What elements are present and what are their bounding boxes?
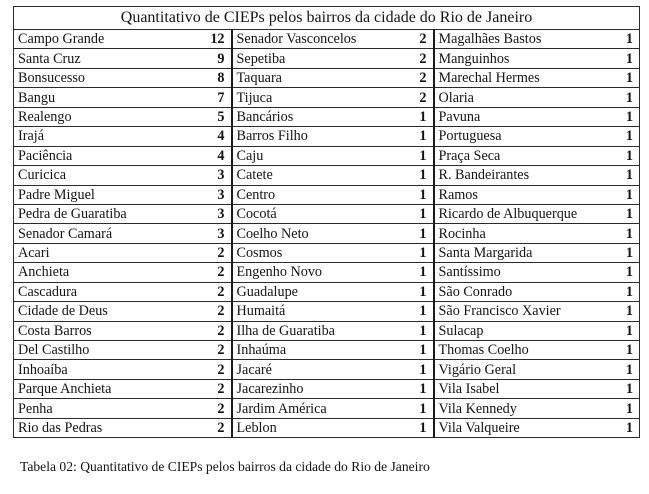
table-row (14, 224, 640, 243)
neighborhood-name: Cascadura (14, 282, 186, 301)
neighborhood-name: Bonsucesso (14, 68, 186, 87)
neighborhood-name: Irajá (14, 127, 186, 146)
ciep-count: 8 (186, 68, 232, 87)
neighborhood-name: Engenho Novo (232, 263, 408, 282)
neighborhood-name: Taquara (232, 68, 408, 87)
ciep-count: 2 (186, 302, 232, 321)
neighborhood-name: Padre Miguel (14, 185, 186, 204)
table-row (14, 166, 640, 185)
ciep-count: 1 (612, 204, 640, 223)
ciep-count: 2 (186, 243, 232, 262)
neighborhood-name: Ramos (434, 185, 612, 204)
ciep-count: 1 (612, 341, 640, 360)
table-row (14, 127, 640, 146)
ciep-count: 1 (612, 399, 640, 418)
neighborhood-name: Acari (14, 243, 186, 262)
ciep-count: 1 (612, 263, 640, 282)
neighborhood-name: Ricardo de Albuquerque (434, 204, 612, 223)
neighborhood-name: Manguinhos (434, 49, 612, 68)
neighborhood-name: Vila Isabel (434, 379, 612, 398)
neighborhood-name: Caju (232, 146, 408, 165)
ciep-count: 1 (408, 243, 434, 262)
neighborhood-name: Santíssimo (434, 263, 612, 282)
ciep-table (13, 6, 640, 438)
ciep-count: 2 (186, 263, 232, 282)
neighborhood-name: Vila Valqueire (434, 418, 612, 437)
table-row (14, 146, 640, 165)
ciep-count: 1 (408, 166, 434, 185)
ciep-count: 3 (186, 185, 232, 204)
neighborhood-name: Vigário Geral (434, 360, 612, 379)
ciep-count: 1 (612, 379, 640, 398)
neighborhood-name: Bangu (14, 88, 186, 107)
neighborhood-name: Pedra de Guaratiba (14, 204, 186, 223)
ciep-count: 1 (408, 185, 434, 204)
table-row (14, 107, 640, 126)
table-row (14, 204, 640, 223)
table-row (14, 360, 640, 379)
neighborhood-name: Costa Barros (14, 321, 186, 340)
neighborhood-name: R. Bandeirantes (434, 166, 612, 185)
neighborhood-name: Humaitá (232, 302, 408, 321)
ciep-count: 2 (186, 360, 232, 379)
ciep-count: 1 (612, 127, 640, 146)
ciep-count: 1 (612, 243, 640, 262)
ciep-count: 1 (612, 146, 640, 165)
neighborhood-name: Centro (232, 185, 408, 204)
table-row (14, 399, 640, 418)
ciep-count: 1 (612, 282, 640, 301)
ciep-count: 1 (408, 127, 434, 146)
neighborhood-name: Praça Seca (434, 146, 612, 165)
table-caption: Tabela 02: Quantitativo de CIEPs pelos bairros da cidade do Rio de Janeiro (20, 459, 430, 474)
ciep-count: 1 (612, 166, 640, 185)
neighborhood-name: Vila Kennedy (434, 399, 612, 418)
neighborhood-name: Inhaúma (232, 341, 408, 360)
ciep-count: 4 (186, 146, 232, 165)
neighborhood-name: Anchieta (14, 263, 186, 282)
ciep-count: 2 (186, 282, 232, 301)
neighborhood-name: Santa Margarida (434, 243, 612, 262)
table-row (14, 185, 640, 204)
table-row (14, 341, 640, 360)
neighborhood-name: Portuguesa (434, 127, 612, 146)
neighborhood-name: Del Castilho (14, 341, 186, 360)
ciep-count: 2 (408, 49, 434, 68)
table-row (14, 321, 640, 340)
neighborhood-name: Parque Anchieta (14, 379, 186, 398)
neighborhood-name: Rocinha (434, 224, 612, 243)
neighborhood-name: Pavuna (434, 107, 612, 126)
ciep-count: 1 (612, 302, 640, 321)
neighborhood-name: Thomas Coelho (434, 341, 612, 360)
ciep-count: 1 (612, 321, 640, 340)
ciep-count: 2 (408, 30, 434, 49)
neighborhood-name: Cosmos (232, 243, 408, 262)
neighborhood-name: Realengo (14, 107, 186, 126)
ciep-count: 1 (612, 49, 640, 68)
ciep-count: 1 (408, 418, 434, 437)
ciep-count: 2 (186, 341, 232, 360)
ciep-count: 3 (186, 204, 232, 223)
neighborhood-name: Jacaré (232, 360, 408, 379)
ciep-count: 1 (408, 282, 434, 301)
neighborhood-name: Bancários (232, 107, 408, 126)
neighborhood-name: Leblon (232, 418, 408, 437)
neighborhood-name: Senador Vasconcelos (232, 30, 408, 49)
neighborhood-name: Barros Filho (232, 127, 408, 146)
table-row (14, 263, 640, 282)
neighborhood-name: Guadalupe (232, 282, 408, 301)
ciep-count: 1 (408, 107, 434, 126)
table-body (14, 30, 640, 438)
table-row (14, 30, 640, 49)
ciep-count: 1 (408, 263, 434, 282)
neighborhood-name: Sulacap (434, 321, 612, 340)
neighborhood-name: Ilha de Guaratiba (232, 321, 408, 340)
table-row (14, 243, 640, 262)
table-row (14, 418, 640, 437)
neighborhood-name: Cidade de Deus (14, 302, 186, 321)
neighborhood-name: São Conrado (434, 282, 612, 301)
ciep-count: 1 (408, 204, 434, 223)
ciep-count: 2 (186, 321, 232, 340)
table-title: Quantitativo de CIEPs pelos bairros da cidade do Rio de Janeiro (14, 7, 640, 30)
neighborhood-name: Jacarezinho (232, 379, 408, 398)
ciep-count: 1 (408, 321, 434, 340)
neighborhood-name: Marechal Hermes (434, 68, 612, 87)
ciep-count: 1 (612, 360, 640, 379)
table-row (14, 282, 640, 301)
ciep-count: 1 (612, 30, 640, 49)
neighborhood-name: Rio das Pedras (14, 418, 186, 437)
ciep-count: 1 (408, 341, 434, 360)
ciep-count: 1 (612, 224, 640, 243)
neighborhood-name: Inhoaíba (14, 360, 186, 379)
neighborhood-name: Curicica (14, 166, 186, 185)
neighborhood-name: São Francisco Xavier (434, 302, 612, 321)
neighborhood-name: Campo Grande (14, 30, 186, 49)
ciep-count: 1 (612, 88, 640, 107)
neighborhood-name: Cocotá (232, 204, 408, 223)
neighborhood-name: Catete (232, 166, 408, 185)
ciep-count: 1 (408, 399, 434, 418)
ciep-count: 5 (186, 107, 232, 126)
neighborhood-name: Santa Cruz (14, 49, 186, 68)
neighborhood-name: Jardim América (232, 399, 408, 418)
ciep-count: 2 (408, 68, 434, 87)
table-row (14, 302, 640, 321)
ciep-count: 3 (186, 166, 232, 185)
neighborhood-name: Penha (14, 399, 186, 418)
table-row (14, 88, 640, 107)
ciep-count: 2 (186, 379, 232, 398)
neighborhood-name: Sepetiba (232, 49, 408, 68)
neighborhood-name: Paciência (14, 146, 186, 165)
neighborhood-name: Magalhães Bastos (434, 30, 612, 49)
table-row (14, 379, 640, 398)
neighborhood-name: Senador Camará (14, 224, 186, 243)
ciep-count: 1 (408, 224, 434, 243)
ciep-count: 7 (186, 88, 232, 107)
neighborhood-name: Tijuca (232, 88, 408, 107)
ciep-count: 1 (612, 68, 640, 87)
ciep-count: 1 (408, 302, 434, 321)
ciep-count: 4 (186, 127, 232, 146)
ciep-count: 2 (408, 88, 434, 107)
ciep-count: 1 (612, 107, 640, 126)
ciep-count: 3 (186, 224, 232, 243)
neighborhood-name: Coelho Neto (232, 224, 408, 243)
ciep-count: 12 (186, 30, 232, 49)
table-row (14, 49, 640, 68)
ciep-table-container (13, 6, 639, 438)
ciep-count: 1 (612, 185, 640, 204)
neighborhood-name: Olaria (434, 88, 612, 107)
table-row (14, 68, 640, 87)
ciep-count: 2 (186, 399, 232, 418)
ciep-count: 1 (408, 360, 434, 379)
ciep-count: 9 (186, 49, 232, 68)
ciep-count: 1 (408, 146, 434, 165)
ciep-count: 1 (612, 418, 640, 437)
ciep-count: 1 (408, 379, 434, 398)
ciep-count: 2 (186, 418, 232, 437)
